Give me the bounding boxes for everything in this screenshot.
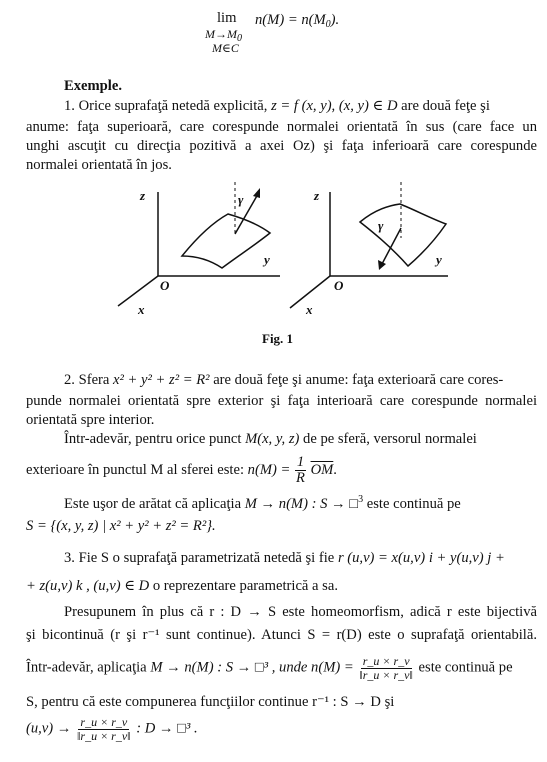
fig-left-y-label: y xyxy=(264,252,270,267)
ex3-final-fraction: $\frac{r\_u \times r\_v}{‖r\_u \times r\_v‖}$ xyxy=(77,715,131,743)
limit-subscript-2: M∈C xyxy=(212,41,239,55)
ex1-formula-domain: (x, y) ∈ D xyxy=(338,98,398,114)
ex2-line-6: Este uşor de arătat că aplicaţia M → n(M) : S → □$^3$ este continuă pe xyxy=(64,494,461,512)
ex1-line-4: normalei orientată în jos. xyxy=(26,157,172,173)
ex3-line-7: (u,v) → $\frac{r\_u \times r\_v}{‖r\_u \times r\_v‖}$ : D → □³ . xyxy=(26,715,198,743)
fig-right-surface xyxy=(360,204,446,266)
ex2-fraction: $\frac{1}{R}$ xyxy=(296,454,305,487)
ex3-line-4: şi bicontinuă (r şi r⁻¹ sunt continue). Atunci S = r(D) este o suprafaţă orientabilă. xyxy=(26,627,537,643)
ex2-line-3: orientată spre interior. xyxy=(26,412,155,428)
ex2-vector-om: $\overline{OM}$ xyxy=(310,462,334,479)
fig-left-x-label: x xyxy=(138,302,145,317)
ex2-line-2: punde normalei orientată spre exterior şi faţa interioară care corespunde normalei xyxy=(26,393,537,409)
ex2-line-5: exterioare în punctul M al sferei este: n(M) = $\frac{1}{R}$ $\overline{OM}$. xyxy=(26,454,337,487)
ex2-map-formula: M → n(M) : S → □ xyxy=(244,496,359,512)
ex3-domain: (u,v) ∈ D xyxy=(93,578,150,594)
fig-right-x-label: x xyxy=(306,302,313,317)
ex1-formula-z: z = f (x, y), xyxy=(271,98,336,114)
fig-right-arrowhead xyxy=(378,260,386,270)
figure-caption: Fig. 1 xyxy=(262,331,294,346)
fig-right-normal-arrow xyxy=(382,228,401,264)
fig-left-z-label: z xyxy=(140,188,146,203)
fig-right-y-label: y xyxy=(436,252,442,267)
ex2-sphere-equation: x² + y² + z² = R² xyxy=(113,372,210,388)
fig-right-origin-label: O xyxy=(334,278,344,293)
limit-formula xyxy=(205,8,365,58)
fig-left-origin-label: O xyxy=(160,278,170,293)
limit-operator: lim xyxy=(217,10,237,26)
limit-expression: $n(M) = n(M_0)$. xyxy=(255,12,340,30)
ex3-line-5: Într-adevăr, aplicaţia M → n(M) : S → □³ , unde n(M) = $\frac{r\_u \times r\_v}{‖r\_u \times r\_v‖}$ este continuă pe xyxy=(26,654,513,682)
ex1-line-1: 1. Orice suprafaţă netedă explicită, z = f (x, y), (x, y) ∈ D are două feţe şi xyxy=(64,98,490,114)
fig-right-z-label: z xyxy=(314,188,320,203)
ex2-point-m: M(x, y, z) xyxy=(245,431,300,447)
ex3-line-2: + z(u,v) k , (u,v) ∈ D o reprezentare parametrică a sa. xyxy=(26,578,338,594)
fig-left-gamma-label: γ xyxy=(238,192,244,207)
section-title-exemple: Exemple. xyxy=(64,78,122,94)
limit-subscript-1: $M\to M_0$ xyxy=(205,27,242,44)
fig-left-arrowhead xyxy=(253,188,260,198)
figure-1 xyxy=(110,178,470,328)
ex3-line-6: S, pentru că este compunerea funcţiilor continue r⁻¹ : S → D şi xyxy=(26,694,395,710)
ex3-map-formula: M → n(M) : S → □³ , unde n(M) = xyxy=(150,659,354,676)
ex2-set-definition: S = {(x, y, z) | x² + y² + z² = R²}. xyxy=(26,518,216,534)
ex2-line-4: Într-adevăr, pentru orice punct M(x, y, z) de pe sferă, versorul normalei xyxy=(64,431,477,447)
ex3-param-formula: r (u,v) = x(u,v) i + y(u,v) j + xyxy=(337,550,505,566)
ex2-normal-lhs: n(M) = xyxy=(247,462,291,479)
ex3-line-1: 3. Fie S o suprafaţă parametrizată netedă şi fie r (u,v) = x(u,v) i + y(u,v) j + xyxy=(64,550,505,566)
ex1-line-3: unghi ascuţit cu direcţia pozitivă a axei Oz) şi faţa inferioară care corespunde xyxy=(26,138,537,154)
ex3-param-formula-cont: + z(u,v) k , xyxy=(26,578,90,594)
ex3-normal-fraction: $\frac{r\_u \times r\_v}{‖r\_u \times r\_v‖}$ xyxy=(359,654,413,682)
ex1-line-2: anume: faţa superioară, care corespunde normalei orientată în sus (care face un xyxy=(26,119,537,135)
ex3-line-3: Presupunem în plus că r : D → S este homeomorfism, adică r este bijectivă xyxy=(64,604,537,620)
ex2-line-1: 2. Sfera x² + y² + z² = R² are două feţe şi anume: faţa exterioară care cores- xyxy=(64,372,504,388)
fig-right-gamma-label: γ xyxy=(378,218,384,233)
fig-left-surface xyxy=(182,214,270,268)
